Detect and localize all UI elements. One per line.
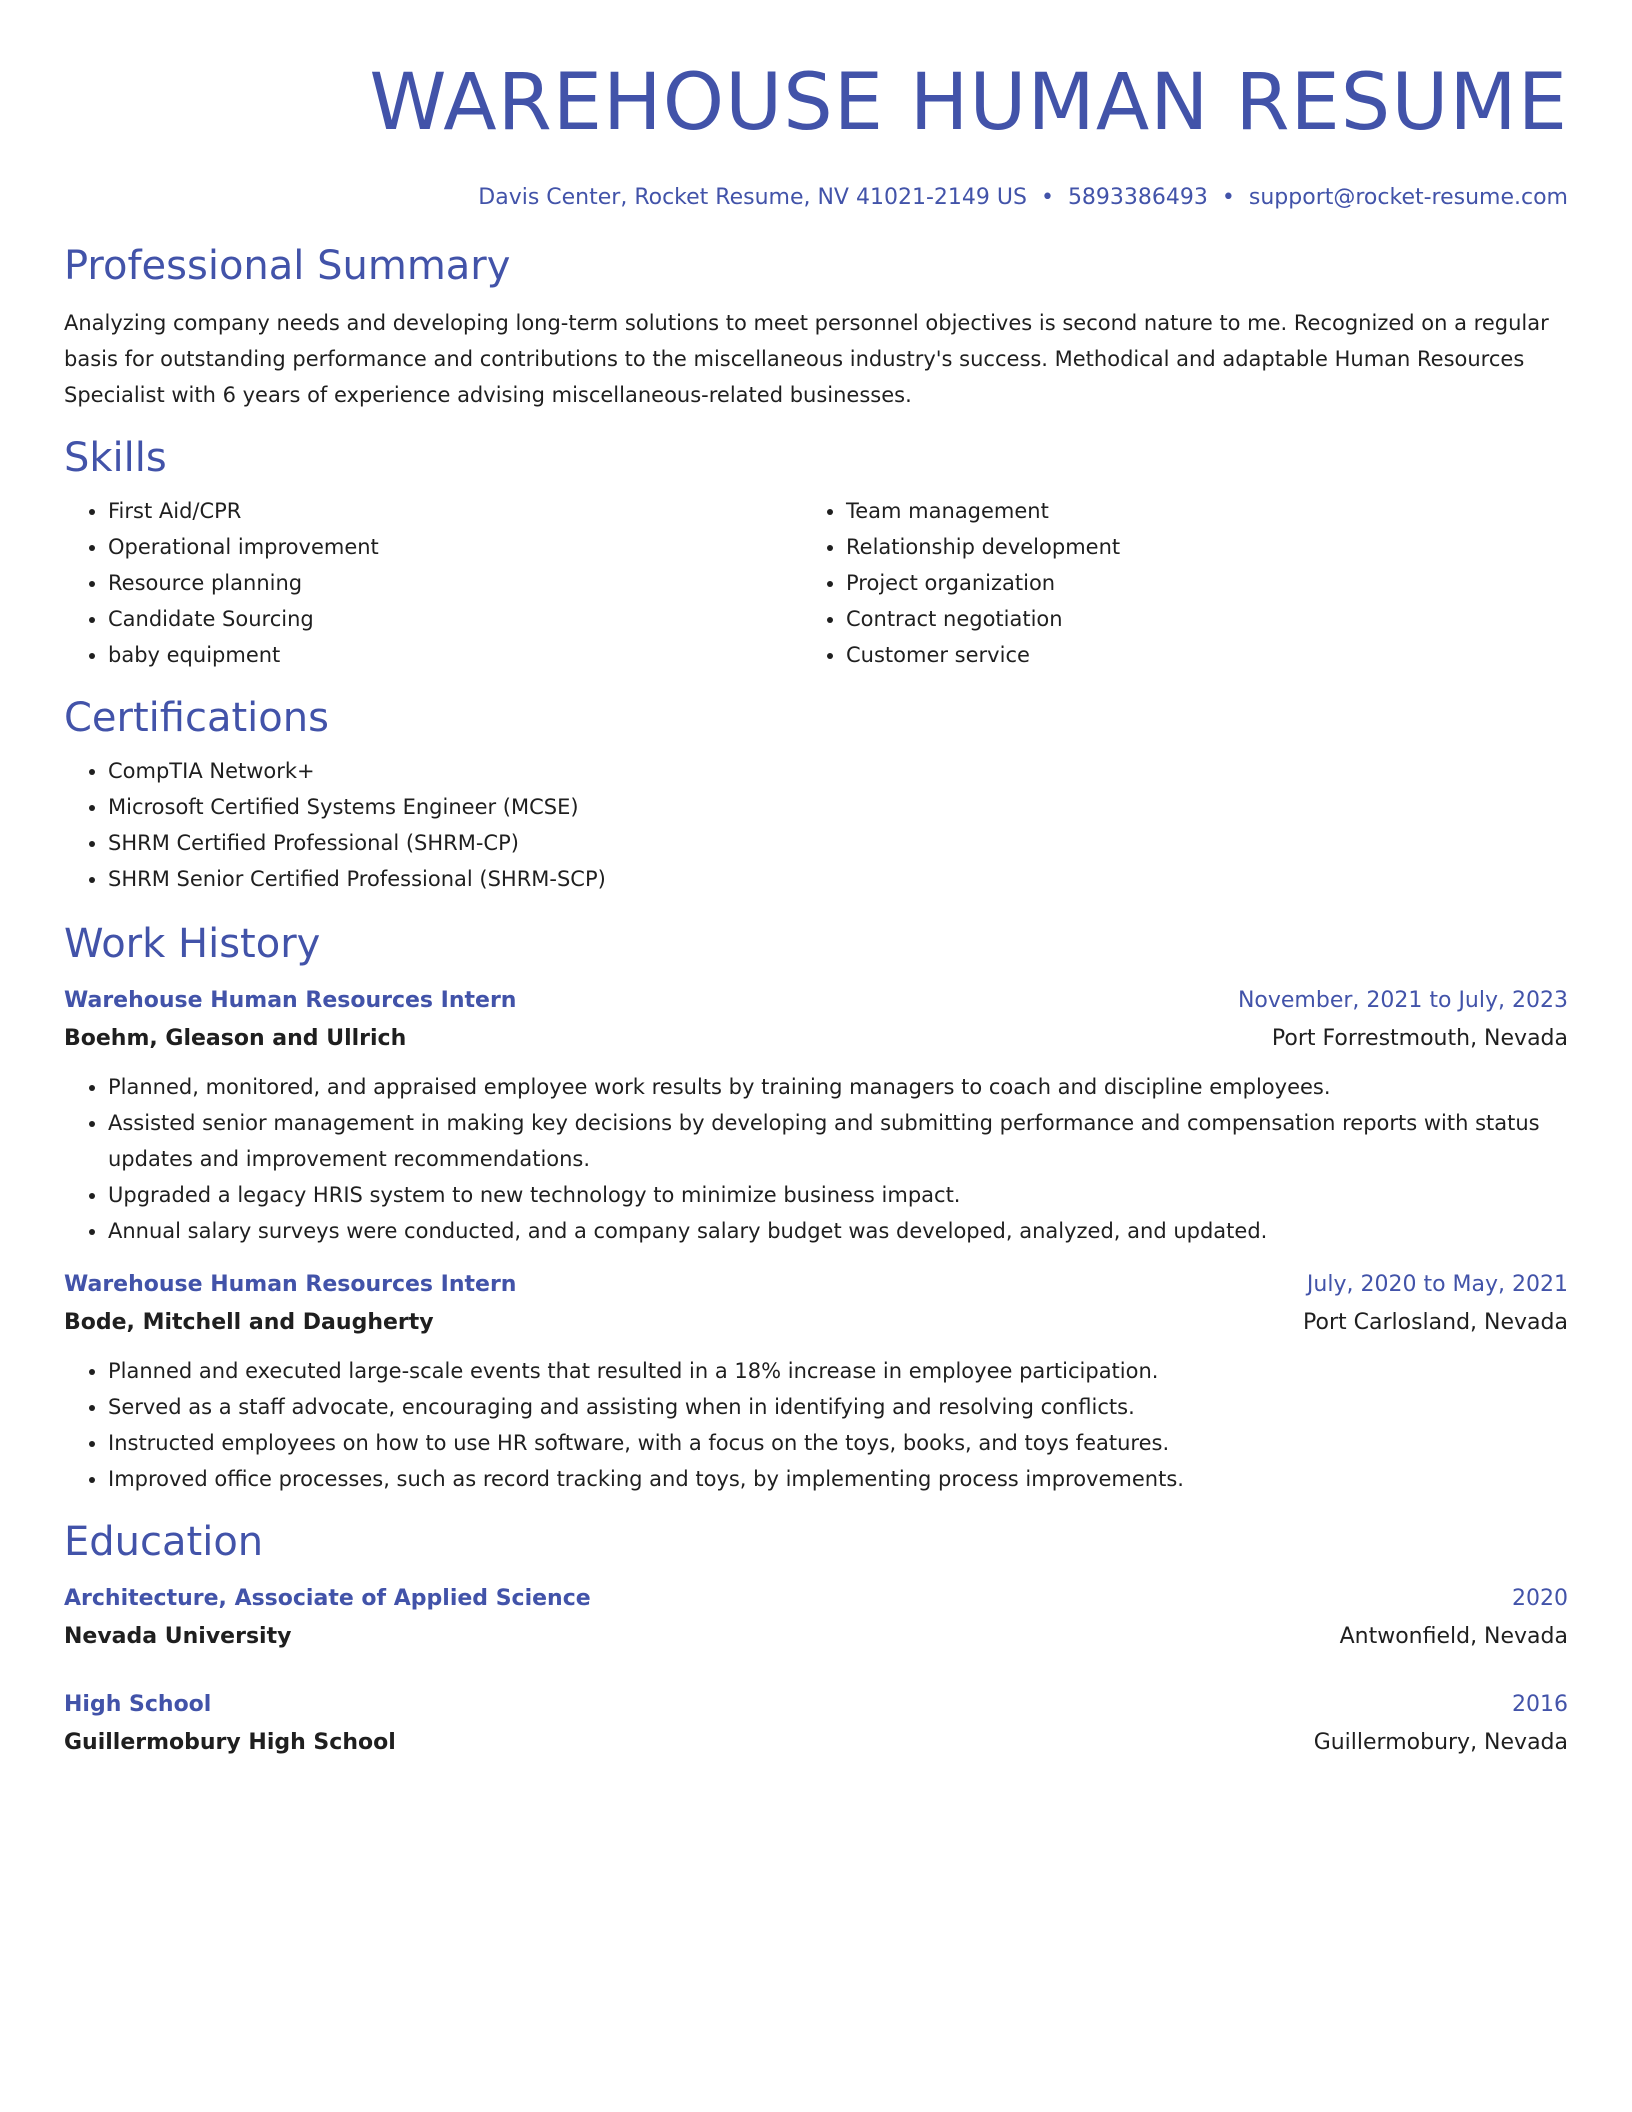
company-row: [64, 1303, 1568, 1343]
company-name: Boehm, Gleason and Ullrich: [64, 1026, 407, 1051]
list-item: • Served as a staff advocate, encouraging and assisting when in identifying and resolving conflicts.: [108, 1389, 1568, 1425]
separator-dot: •: [1221, 185, 1235, 210]
certifications-section: [64, 693, 1568, 897]
section-title-education: Education: [64, 1519, 264, 1565]
candidate-name: WAREHOUSE HUMAN RESUME: [369, 58, 1568, 148]
list-item: • SHRM Senior Certified Professional (SHRM-SCP): [108, 861, 1568, 897]
work-history-section: [64, 919, 1568, 1497]
certifications-list: [64, 753, 1568, 897]
list-item: • Microsoft Certified Systems Engineer (MCSE): [108, 789, 1568, 825]
list-item: • Planned, monitored, and appraised employee work results by training managers to coach and discipline employees.: [108, 1069, 1568, 1105]
section-title-work-history: Work History: [64, 921, 321, 967]
section-title-summary: Professional Summary: [64, 243, 511, 289]
summary-section: [64, 241, 1568, 413]
job-dates: July, 2020 to May, 2021: [1306, 1272, 1568, 1297]
school-location: Antwonfield, Nevada: [1339, 1624, 1568, 1649]
job-location: Port Forrestmouth, Nevada: [1271, 1026, 1568, 1051]
list-item: • Contract negotiation: [846, 601, 1554, 637]
skills-column-left: [64, 493, 802, 673]
list-item: • Team management: [846, 493, 1554, 529]
job-location: Port Carlosland, Nevada: [1303, 1310, 1568, 1335]
resume-header: [64, 55, 1568, 213]
list-item: • CompTIA Network+: [108, 753, 1568, 789]
education-entry: [64, 1687, 1568, 1763]
list-item: • Improved office processes, such as record tracking and toys, by implementing process improvements.: [108, 1461, 1568, 1497]
list-item: • Instructed employees on how to use HR software, with a focus on the toys, books, and toys features.: [108, 1425, 1568, 1461]
separator-dot: •: [1040, 185, 1054, 210]
graduation-year: 2020: [1512, 1586, 1568, 1611]
school-row: [64, 1617, 1568, 1657]
list-item: • Operational improvement: [108, 529, 802, 565]
degree-name: Architecture, Associate of Applied Science: [64, 1586, 591, 1611]
degree-row: [64, 1687, 1568, 1723]
list-item: • Resource planning: [108, 565, 802, 601]
phone: 5893386493: [1067, 185, 1208, 210]
list-item: • Customer service: [846, 637, 1554, 673]
list-item: • Annual salary surveys were conducted, and a company salary budget was developed, analyzed, and updated.: [108, 1213, 1568, 1249]
job-entry: [64, 983, 1568, 1249]
graduation-year: 2016: [1512, 1692, 1568, 1717]
school-name: Guillermobury High School: [64, 1730, 396, 1755]
job-entry: [64, 1267, 1568, 1497]
job-title: Warehouse Human Resources Intern: [64, 988, 517, 1013]
list-item: • Assisted senior management in making key decisions by developing and submitting performance and compensation reports with status updates and improvement recommendations.: [108, 1105, 1568, 1177]
list-item: • First Aid/CPR: [108, 493, 802, 529]
email-link[interactable]: support@rocket-resume.com: [1248, 185, 1568, 210]
job-title-row: [64, 983, 1568, 1019]
list-item: • baby equipment: [108, 637, 802, 673]
company-row: [64, 1019, 1568, 1059]
skills-column-right: [802, 493, 1554, 673]
summary-text: Analyzing company needs and developing long-term solutions to meet personnel objectives is second nature to me. Recognized on a regular basis for outstanding performance and contributions to the miscellaneous industry's success. Methodical and adaptable Human Resources Specialist with 6 years of experience advising miscellaneous-related businesses.: [64, 311, 1549, 407]
company-name: Bode, Mitchell and Daugherty: [64, 1310, 434, 1335]
skills-columns: [64, 493, 1568, 673]
skills-section: [64, 433, 1568, 673]
section-title-skills: Skills: [64, 435, 167, 481]
list-item: • Relationship development: [846, 529, 1554, 565]
job-bullets: [64, 1353, 1568, 1497]
contact-line: [64, 183, 1568, 213]
list-item: • SHRM Certified Professional (SHRM-CP): [108, 825, 1568, 861]
job-title-row: [64, 1267, 1568, 1303]
section-title-certifications: Certifications: [64, 695, 329, 741]
education-entry: [64, 1581, 1568, 1657]
list-item: • Planned and executed large-scale events that resulted in a 18% increase in employee participation.: [108, 1353, 1568, 1389]
education-section: [64, 1517, 1568, 1763]
school-location: Guillermobury, Nevada: [1313, 1730, 1568, 1755]
list-item: • Project organization: [846, 565, 1554, 601]
school-row: [64, 1723, 1568, 1763]
degree-row: [64, 1581, 1568, 1617]
job-dates: November, 2021 to July, 2023: [1237, 988, 1568, 1013]
job-title: Warehouse Human Resources Intern: [64, 1272, 517, 1297]
address: Davis Center, Rocket Resume, NV 41021-2149 US: [478, 185, 1027, 210]
degree-name: High School: [64, 1692, 212, 1717]
job-bullets: [64, 1069, 1568, 1249]
school-name: Nevada University: [64, 1624, 292, 1649]
list-item: • Candidate Sourcing: [108, 601, 802, 637]
list-item: • Upgraded a legacy HRIS system to new technology to minimize business impact.: [108, 1177, 1568, 1213]
